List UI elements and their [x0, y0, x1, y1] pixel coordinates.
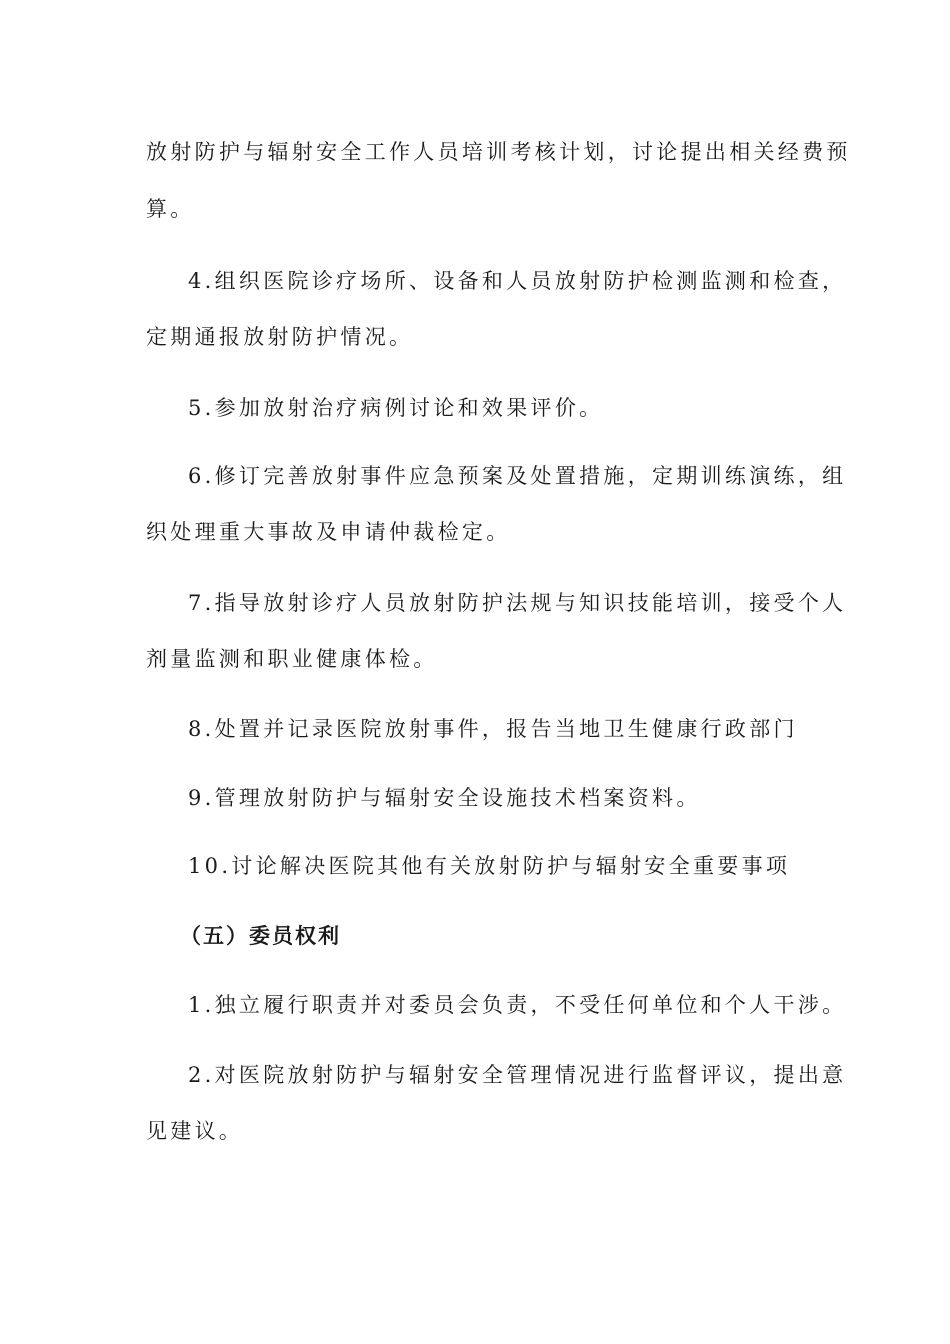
list-item-8-line: 8.处置并记录医院放射事件，报告当地卫生健康行政部门 — [188, 717, 798, 741]
rights-item-1-line: 1.独立履行职责并对委员会负责，不受任何单位和个人干涉。 — [188, 993, 847, 1017]
rights-item-2-line: 2.对医院放射防护与辐射安全管理情况进行监督评议，提出意 — [188, 1063, 847, 1087]
list-item-6-line: 织处理重大事故及申请仲裁检定。 — [146, 520, 511, 544]
list-item-4-line: 4.组织医院诊疗场所、设备和人员放射防护检测监测和检查， — [188, 269, 847, 293]
list-item-10-line: 10.讨论解决医院其他有关放射防护与辐射安全重要事项 — [188, 854, 791, 878]
rights-item-2-line: 见建议。 — [146, 1119, 244, 1143]
list-item-7-line: 剂量监测和职业健康体检。 — [146, 647, 438, 671]
list-item-7-line: 7.指导放射诊疗人员放射防护法规与知识技能培训，接受个人 — [188, 591, 847, 615]
paragraph-line: 放射防护与辐射安全工作人员培训考核计划，讨论提出相关经费预 — [146, 140, 851, 164]
paragraph-line: 算。 — [146, 197, 195, 221]
list-item-5-line: 5.参加放射治疗病例讨论和效果评价。 — [188, 396, 604, 420]
list-item-4-line: 定期通报放射防护情况。 — [146, 325, 414, 349]
list-item-9-line: 9.管理放射防护与辐射安全设施技术档案资料。 — [188, 786, 701, 810]
section-heading: （五）委员权利 — [180, 923, 341, 948]
list-item-6-line: 6.修订完善放射事件应急预案及处置措施，定期训练演练，组 — [188, 464, 847, 488]
